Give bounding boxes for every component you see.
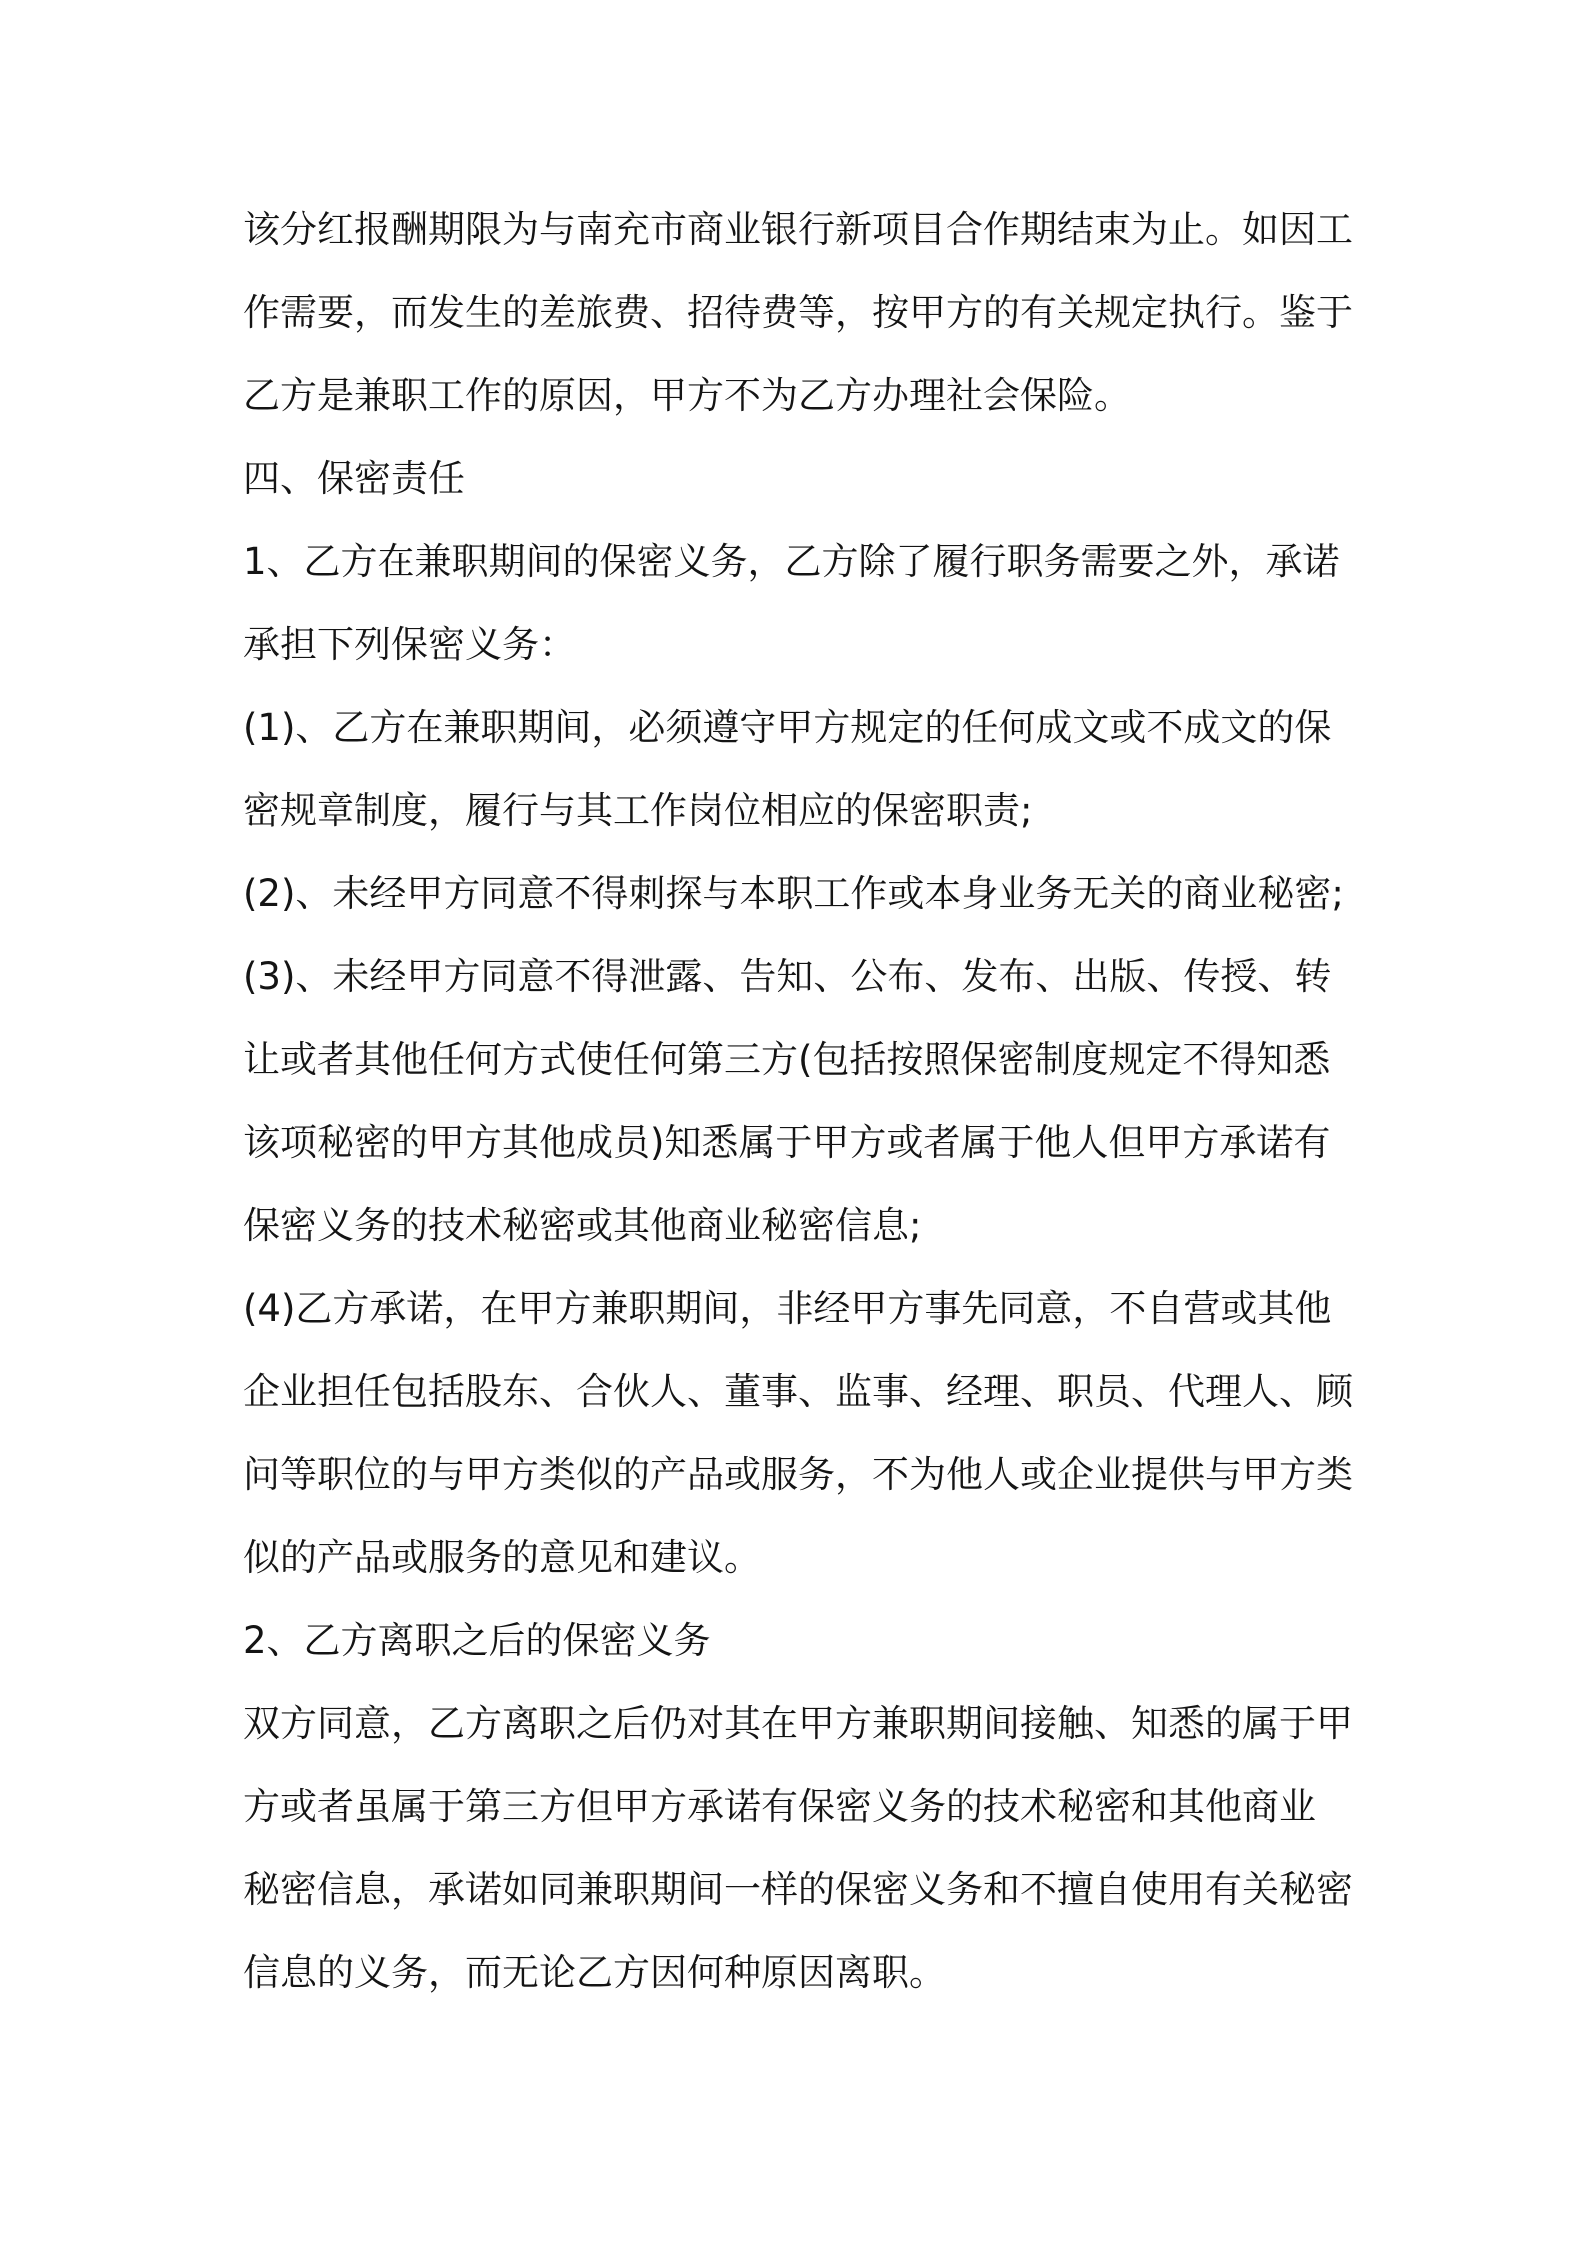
list-item: (2)、未经甲方同意不得刺探与本职工作或本身业务无关的商业秘密; (243, 872, 1344, 915)
list-item: (4)乙方承诺，在甲方兼职期间，非经甲方事先同意，不自营或其他 (243, 1287, 1332, 1330)
text-line: 双方同意，乙方离职之后仍对其在甲方兼职期间接触、知悉的属于甲 (243, 1702, 1353, 1745)
text-line: 该项秘密的甲方其他成员)知悉属于甲方或者属于他人但甲方承诺有 (243, 1121, 1331, 1164)
section-heading: 四、保密责任 (243, 457, 465, 500)
text-line: 信息的义务，而无论乙方因何种原因离职。 (243, 1951, 946, 1994)
text-line: 秘密信息，承诺如同兼职期间一样的保密义务和不擅自使用有关秘密 (243, 1868, 1353, 1911)
text-line: 企业担任包括股东、合伙人、董事、监事、经理、职员、代理人、顾 (243, 1370, 1353, 1413)
list-item: (1)、乙方在兼职期间，必须遵守甲方规定的任何成文或不成文的保 (243, 706, 1332, 749)
text-line: 让或者其他任何方式使任何第三方(包括按照保密制度规定不得知悉 (243, 1038, 1331, 1081)
text-line: 保密义务的技术秘密或其他商业秘密信息; (243, 1204, 922, 1247)
text-line: 似的产品或服务的意见和建议。 (243, 1536, 761, 1579)
clause-heading: 1、乙方在兼职期间的保密义务，乙方除了履行职务需要之外，承诺 (243, 540, 1340, 583)
text-line: 乙方是兼职工作的原因，甲方不为乙方办理社会保险。 (243, 374, 1131, 417)
text-line: 作需要，而发生的差旅费、招待费等，按甲方的有关规定执行。鉴于 (243, 291, 1353, 334)
text-line: 该分红报酬期限为与南充市商业银行新项目合作期结束为止。如因工 (243, 208, 1353, 251)
text-line: 承担下列保密义务： (243, 623, 576, 666)
text-line: 方或者虽属于第三方但甲方承诺有保密义务的技术秘密和其他商业 (243, 1785, 1316, 1828)
text-line: 问等职位的与甲方类似的产品或服务，不为他人或企业提供与甲方类 (243, 1453, 1353, 1496)
clause-heading: 2、乙方离职之后的保密义务 (243, 1619, 711, 1662)
text-line: 密规章制度，履行与其工作岗位相应的保密职责; (243, 789, 1033, 832)
list-item: (3)、未经甲方同意不得泄露、告知、公布、发布、出版、传授、转 (243, 955, 1332, 998)
